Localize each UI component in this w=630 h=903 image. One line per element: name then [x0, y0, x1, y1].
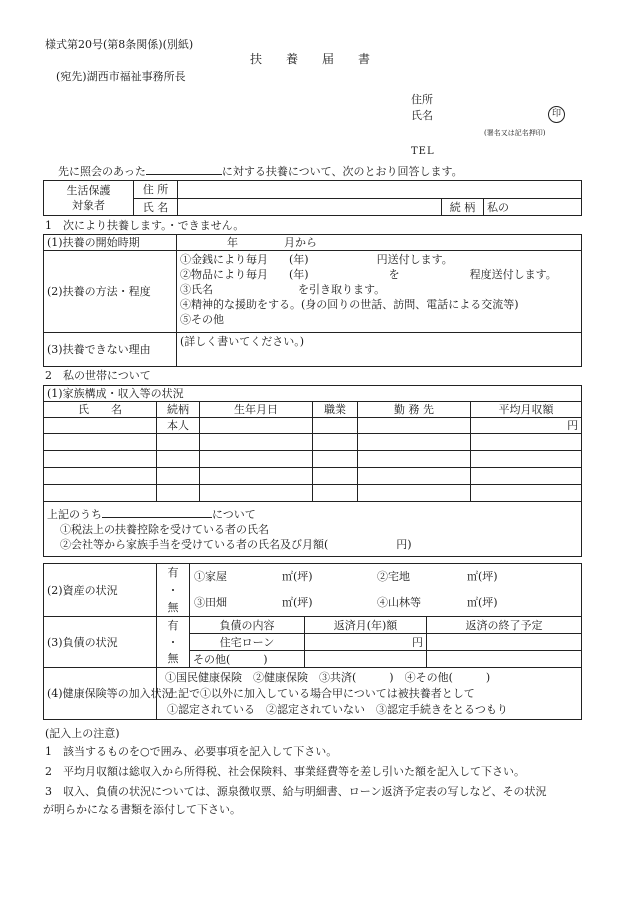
debt-other[interactable]: その他( ) [190, 651, 305, 668]
debt-col-content: 負債の内容 [190, 617, 305, 634]
insurance-label: (4)健康保険等の加入状況 [44, 668, 157, 720]
col-name: 氏 名 [44, 402, 157, 418]
occupation-cell[interactable] [313, 468, 358, 485]
family-name-cell[interactable] [44, 485, 157, 502]
unable-label: (3)扶養できない理由 [44, 333, 177, 367]
section2-heading: 2 私の世帯について [45, 369, 151, 382]
form-number: 様式第20号(第8条関係)(別紙) [45, 38, 194, 51]
household-table [43, 385, 582, 557]
birthdate-cell[interactable] [200, 451, 313, 468]
note-1: 1 該当するものを○で囲み、必要事項を記入して下さい。 [45, 745, 338, 758]
workplace-cell[interactable] [358, 451, 471, 468]
birthdate-cell[interactable] [200, 434, 313, 451]
intro-suffix: に対する扶養について、次のとおり回答します。 [221, 165, 463, 178]
relation-cell[interactable] [157, 485, 200, 502]
relation-cell[interactable] [157, 451, 200, 468]
table-row [44, 418, 582, 434]
family-name-cell[interactable] [44, 418, 157, 434]
unable-field[interactable]: (詳しく書いてください。) [177, 333, 582, 367]
col-workplace: 勤 務 先 [358, 402, 471, 418]
intro-text [58, 164, 463, 177]
col-birthdate: 生年月日 [200, 402, 313, 418]
debt-other-end[interactable] [427, 651, 582, 668]
col-relation: 続柄 [157, 402, 200, 418]
section1-heading: 1 次により扶養します。・できません。 [45, 219, 245, 232]
workplace-cell[interactable] [358, 434, 471, 451]
debt-label: (3)負債の状況 [44, 617, 157, 668]
occupation-cell[interactable] [313, 434, 358, 451]
income-cell[interactable] [471, 485, 582, 502]
recipient-label: 生活保護 対象者 [44, 181, 134, 216]
recipient-name-label: 氏 名 [134, 199, 178, 216]
debt-col-end: 返済の終了予定 [427, 617, 582, 634]
recipient-name-field[interactable] [178, 199, 442, 216]
birthdate-cell[interactable] [200, 485, 313, 502]
workplace-cell[interactable] [358, 418, 471, 434]
birthdate-cell[interactable] [200, 468, 313, 485]
family-name-cell[interactable] [44, 451, 157, 468]
note-2: 2 平均月収額は総収入から所得税、社会保険料、事業経費等を差し引いた額を記入して下さい。 [45, 765, 525, 778]
workplace-cell[interactable] [358, 485, 471, 502]
self-cell: 本人 [157, 418, 200, 434]
col-occupation: 職業 [313, 402, 358, 418]
recipient-address-field[interactable] [178, 181, 582, 199]
start-field[interactable]: 年 月から [177, 235, 582, 251]
table-row [44, 434, 582, 451]
debt-housing-loan: 住宅ローン [190, 634, 305, 651]
occupation-cell[interactable] [313, 418, 358, 434]
occupation-cell[interactable] [313, 451, 358, 468]
relation-label: 続 柄 [442, 199, 484, 216]
name-label: 氏名 [411, 109, 433, 122]
income-cell[interactable] [471, 434, 582, 451]
debt-other-amount[interactable] [305, 651, 427, 668]
among-blank[interactable] [102, 507, 212, 518]
start-label: (1)扶養の開始時期 [44, 235, 177, 251]
debt-housing-amount[interactable]: 円 [305, 634, 427, 651]
table-row [44, 451, 582, 468]
assets-yesno[interactable]: 有 ・ 無 [157, 564, 190, 617]
addressee: (宛先)湖西市福祉事務所長 [56, 70, 186, 83]
relation-cell[interactable] [157, 468, 200, 485]
income-cell[interactable]: 円 [471, 418, 582, 434]
table-row [44, 485, 582, 502]
assets-detail[interactable]: ①家屋 ㎡(坪) ②宅地 ㎡(坪) ③田畑 ㎡(坪) ④山林等 ㎡(坪) [190, 564, 582, 617]
address-label: 住所 [411, 93, 433, 106]
occupation-cell[interactable] [313, 485, 358, 502]
support-table [43, 234, 582, 367]
family-name-cell[interactable] [44, 468, 157, 485]
tel-label: TEL [411, 146, 435, 157]
debt-col-amount: 返済月(年)額 [305, 617, 427, 634]
table-row [44, 468, 582, 485]
birthdate-cell[interactable] [200, 418, 313, 434]
income-cell[interactable] [471, 468, 582, 485]
family-name-cell[interactable] [44, 434, 157, 451]
intro-prefix: 先に照会のあった [58, 165, 146, 178]
debt-yesno[interactable]: 有 ・ 無 [157, 617, 190, 668]
recipient-table [43, 180, 582, 216]
notes-heading: (記入上の注意) [45, 727, 120, 740]
method-field[interactable]: ①金銭により毎月 (年) 円送付します。 ②物品により毎月 (年) を 程度送付します。 ③氏名 を引き取ります。 ④精神的な援助をする。(身の回りの世話、訪問、電話による交流等) ⑤その他 [177, 251, 582, 333]
assets-table [43, 563, 582, 720]
intro-blank[interactable] [146, 164, 222, 175]
col-income: 平均月収額 [471, 402, 582, 418]
relation-field[interactable]: 私の [484, 199, 582, 216]
deduction-block: 上記のうち について ①税法上の扶養控除を受けている者の氏名 ②会社等から家族手当を受けている者の氏名及び月額( 円) [44, 502, 582, 557]
relation-cell[interactable] [157, 434, 200, 451]
note-3: 3 収入、負債の状況については、源泉徴収票、給与明細書、ローン返済予定表の写しなど、その状況 [45, 785, 547, 798]
debt-housing-end[interactable] [427, 634, 582, 651]
workplace-cell[interactable] [358, 468, 471, 485]
seal-mark: 印 [548, 106, 565, 123]
page-title: 扶 養 届 書 [250, 52, 371, 66]
family-label: (1)家族構成・収入等の状況 [44, 386, 582, 402]
insurance-options[interactable]: ①国民健康保険 ②健康保険 ③共済( ) ④その他( ) 上記で①以外に加入している場合甲については被扶養者として ①認定されている ②認定されていない ③認定手続きをとるつもり [157, 668, 582, 720]
income-cell[interactable] [471, 451, 582, 468]
assets-label: (2)資産の状況 [44, 564, 157, 617]
recipient-address-label: 住 所 [134, 181, 178, 199]
note-3-cont: が明らかになる書類を添付して下さい。 [43, 803, 241, 816]
method-label: (2)扶養の方法・程度 [44, 251, 177, 333]
seal-note: (署名又は記名押印) [484, 129, 546, 137]
